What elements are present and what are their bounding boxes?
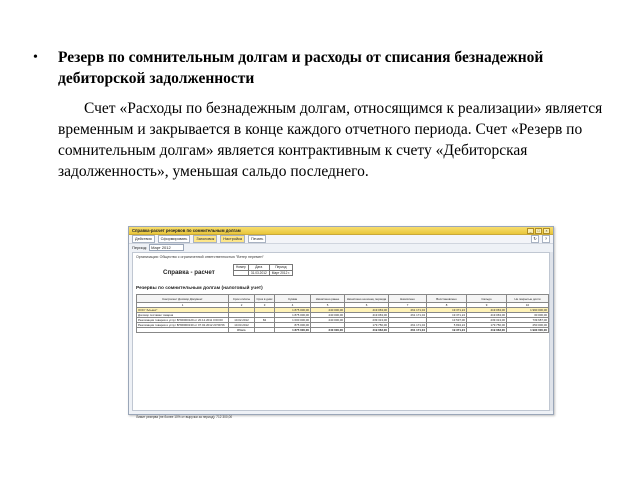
table-cell: 10.03.2012: [229, 323, 255, 328]
column-number: 7: [389, 303, 427, 308]
toolbar: [129, 235, 553, 244]
help-icon[interactable]: ?: [542, 235, 550, 243]
column-header: Не покрытые долги: [507, 295, 549, 303]
table-cell: [137, 328, 229, 333]
report-document: [132, 252, 550, 419]
column-header: Начислено: [389, 295, 427, 303]
column-number: 8: [427, 303, 467, 308]
refresh-icon[interactable]: ↻: [531, 235, 539, 243]
column-header: Восстановлено: [427, 295, 467, 303]
organization-line: Организация: Общество с ограниченной ответственностью "Ветер перемен": [136, 255, 264, 259]
bullet-dot: •: [33, 50, 38, 65]
column-header: Сумма: [275, 295, 311, 303]
column-number: 5: [311, 303, 345, 308]
table-cell: 179 750,00: [467, 323, 507, 328]
header-cell: Период: [269, 265, 292, 271]
column-number: 1: [137, 303, 229, 308]
slide-paragraph: Счет «Расходы по безнадежным долгам, относящимся к реализации» является временным и закрывается в конце каждого отчетного периода. Счет «Резерв по сомнительным долгам» является контрактивным к счету «Дебиторская задолженность», уменьшая сальдо последнего.: [58, 100, 603, 180]
column-number: 6: [345, 303, 389, 308]
table-cell: 1 990 000,00: [507, 308, 549, 313]
footnote: Лимит резерва (не более 10% от выручки за период): 712 300,00: [136, 415, 233, 419]
column-header: Начислено на конец периода: [345, 295, 389, 303]
period-label: Период:: [132, 245, 148, 250]
table-cell: 240 000,00: [311, 313, 345, 318]
reserve-table: [136, 294, 549, 333]
column-number: 4: [275, 303, 311, 308]
table-cell: 419 063,00: [345, 328, 389, 333]
column-number: 10: [507, 303, 549, 308]
table-cell: 261 171,04: [389, 328, 427, 333]
table-cell: 13 537,00: [427, 318, 467, 323]
table-cell: 5 834,24: [427, 323, 467, 328]
header-value: 31.03.2012: [248, 270, 269, 276]
header-table: [233, 264, 293, 276]
column-number: 9: [467, 303, 507, 308]
table-cell: 875 000,00: [275, 323, 311, 328]
table-cell: 739 687,00: [507, 318, 549, 323]
table-cell: 19 371,24: [427, 313, 467, 318]
generate-button[interactable]: Сформировать: [158, 235, 191, 243]
table-cell: 30 000,00: [507, 313, 549, 318]
column-header: Срок оплаты: [229, 295, 255, 303]
column-number: 2: [229, 303, 255, 308]
table-cell: 419 063,00: [345, 308, 389, 313]
embedded-app-window: [128, 226, 554, 419]
period-field[interactable]: Март 2012: [149, 244, 184, 251]
minimize-button[interactable]: _: [527, 228, 534, 234]
settings-button[interactable]: Настройка: [220, 235, 245, 243]
table-cell: Итого: [229, 328, 255, 333]
table-cell: 240 000,00: [311, 328, 345, 333]
header-cell: Дата: [248, 265, 269, 271]
bullet-title: Резерв по сомнительным долгам и расходы от списания безнадежной дебиторской задолженности: [58, 49, 544, 87]
table-cell: 419 063,00: [467, 328, 507, 333]
window-titlebar: [129, 227, 553, 235]
table-cell: Договор поставки товаров: [137, 313, 229, 318]
table-cell: 1 875 000,00: [275, 308, 311, 313]
table-cell: 419 063,00: [467, 308, 507, 313]
table-cell: 419 063,00: [345, 313, 389, 318]
period-row: [129, 244, 553, 251]
table-cell: 10.02.2012: [229, 318, 255, 323]
table-row[interactable]: [137, 328, 549, 333]
table-cell: 240 000,00: [311, 308, 345, 313]
column-header-row: [137, 295, 549, 303]
table-cell: 1 875 000,00: [275, 328, 311, 333]
table-cell: ООО "Альянс": [137, 308, 229, 313]
table-cell: 1 990 000,00: [507, 328, 549, 333]
maximize-button[interactable]: □: [535, 228, 542, 234]
table-cell: 419 063,00: [467, 313, 507, 318]
table-cell: 179 750,00: [345, 323, 389, 328]
table-cell: Реализация товаров и услуг БП00000129 от 20.12.2011 0:00:00: [137, 318, 229, 323]
column-header: Сальдо: [467, 295, 507, 303]
table-cell: 19 371,24: [427, 308, 467, 313]
document-title: Справка - расчет: [163, 269, 215, 276]
table-cell: 239 313,00: [467, 318, 507, 323]
window-title: Справка-расчет резервов по сомнительным долгам: [132, 228, 241, 233]
actions-menu[interactable]: Действия: [132, 235, 155, 243]
table-cell: Реализация товаров и услуг БП00000130 от 07.02.2012 23:59:56: [137, 323, 229, 328]
column-header: Начислено ранее: [311, 295, 345, 303]
table-cell: 84: [255, 318, 275, 323]
table-cell: 261 171,04: [389, 323, 427, 328]
table-cell: 1 875 000,00: [275, 313, 311, 318]
header-value: Март 2012 г.: [269, 270, 292, 276]
table-cell: 261 171,04: [389, 308, 427, 313]
table-cell: 1 000 000,00: [275, 318, 311, 323]
table-cell: 240 000,00: [311, 318, 345, 323]
column-header: Срок в днях: [256, 296, 273, 301]
close-button[interactable]: ×: [543, 228, 550, 234]
vertical-scrollbar[interactable]: [550, 252, 553, 411]
print-button[interactable]: Печать: [248, 235, 266, 243]
table-cell: [255, 328, 275, 333]
table-cell: 19 371,24: [427, 328, 467, 333]
header-button[interactable]: Заголовок: [193, 235, 217, 243]
section-title: Резервы по сомнительным долгам (налоговый учет): [136, 286, 263, 291]
column-header: Контрагент Договор Документ: [137, 295, 229, 303]
header-value: [234, 270, 249, 276]
column-number: 3: [255, 303, 275, 308]
header-cell: Номер: [234, 265, 249, 271]
table-cell: 250 000,00: [507, 323, 549, 328]
table-cell: 261 171,04: [389, 313, 427, 318]
table-cell: 239 313,00: [345, 318, 389, 323]
